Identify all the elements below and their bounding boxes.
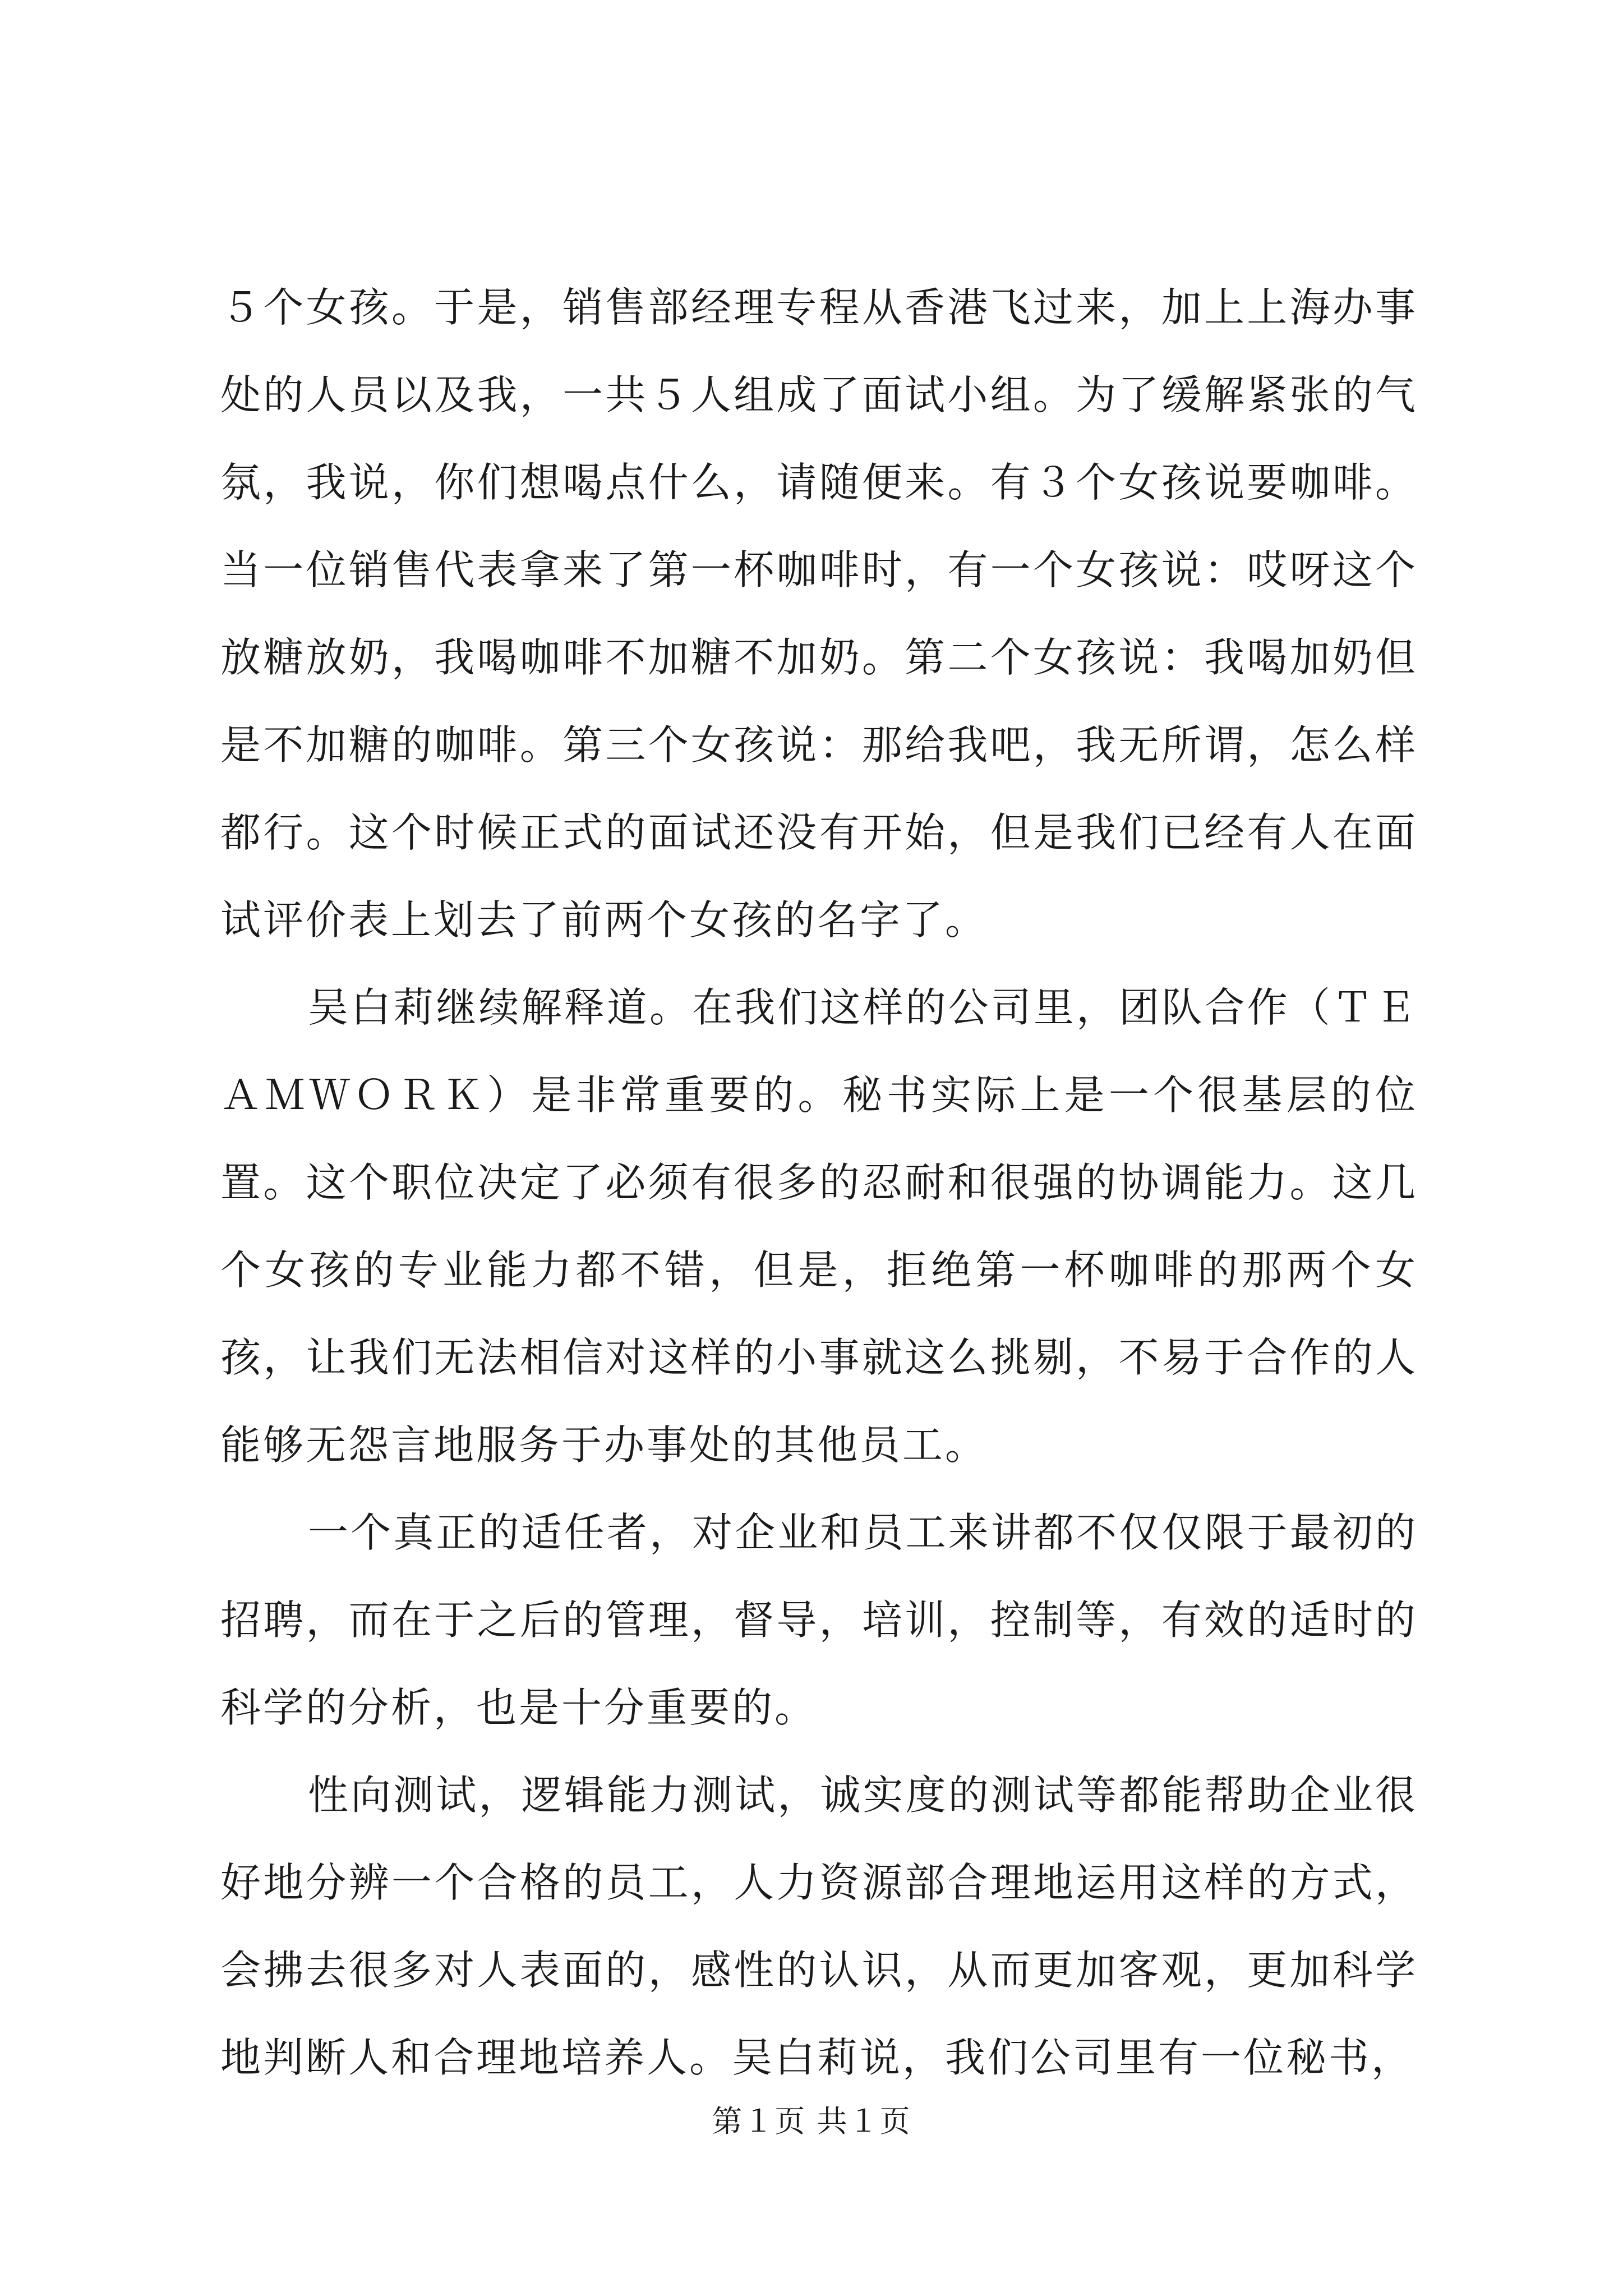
document-body: [220, 264, 1418, 2101]
paragraph-1: ５个女孩。于是，销售部经理专程从香港飞过来，加上上海办事处的人员以及我，一共５人组成了面试小组。为了缓解紧张的气氛，我说，你们想喝点什么，请随便来。有３个女孩说要咖啡。当一位销售代表拿来了第一杯咖啡时，有一个女孩说：哎呀这个放糖放奶，我喝咖啡不加糖不加奶。第二个女孩说：我喝加奶但是不加糖的咖啡。第三个女孩说：那给我吧，我无所谓，怎么样都行。这个时候正式的面试还没有开始，但是我们已经有人在面试评价表上划去了前两个女孩的名字了。: [220, 284, 1418, 944]
page-number-label: 第１页 共１页: [712, 2104, 911, 2139]
paragraph-3: 一个真正的适任者，对企业和员工来讲都不仅仅限于最初的招聘，而在于之后的管理，督导，培训，控制等，有效的适时的科学的分析，也是十分重要的。: [220, 1509, 1418, 1731]
paragraph-4: 性向测试，逻辑能力测试，诚实度的测试等都能帮助企业很好地分辨一个合格的员工，人力资源部合理地运用这样的方式，会拂去很多对人表面的，感性的认识，从而更加客观，更加科学地判断人和合理地培养人。吴白莉说，我们公司里有一位秘书，: [220, 1772, 1418, 2081]
paragraph-2: 吴白莉继续解释道。在我们这样的公司里，团队合作（ＴＥＡＭＷＯＲＫ）是非常重要的。秘书实际上是一个很基层的位置。这个职位决定了必须有很多的忍耐和很强的协调能力。这几个女孩的专业能力都不错，但是，拒绝第一杯咖啡的那两个女孩，让我们无法相信对这样的小事就这么挑剔，不易于合作的人能够无怨言地服务于办事处的其他员工。: [220, 984, 1418, 1469]
page-footer: [0, 2099, 1623, 2144]
